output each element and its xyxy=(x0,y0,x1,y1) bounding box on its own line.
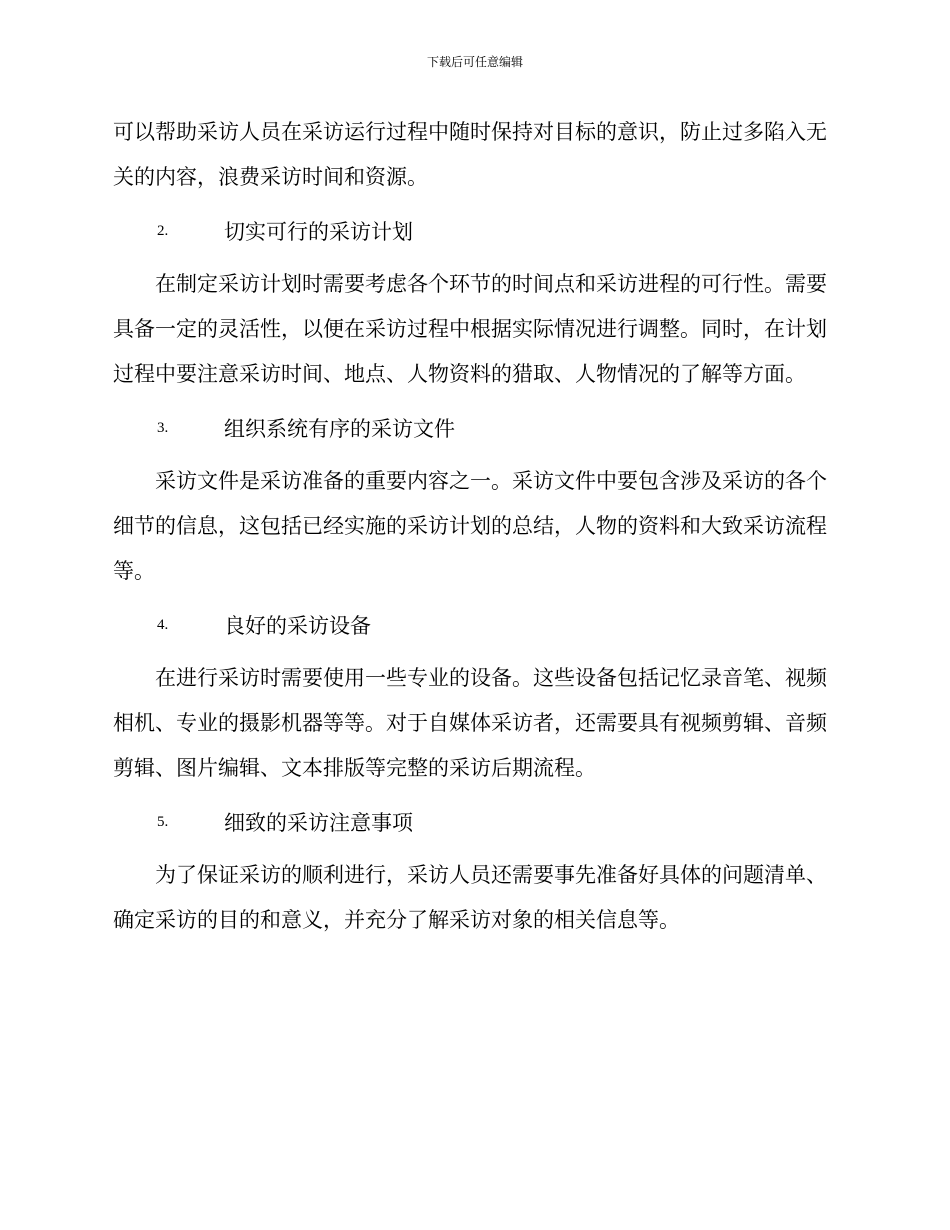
section-body-5: 为了保证采访的顺利进行，采访人员还需要事先准备好具体的问题清单、确定采访的目的和意义，并充分了解采访对象的相关信息等。 xyxy=(113,863,827,932)
section-title: 良好的采访设备 xyxy=(224,614,371,638)
document-body xyxy=(113,110,833,943)
section-number: 4. xyxy=(157,616,169,633)
section-number: 3. xyxy=(157,419,169,436)
section-title: 切实可行的采访计划 xyxy=(224,220,413,244)
section-heading-2 xyxy=(113,203,833,259)
section-body-4: 在进行采访时需要使用一些专业的设备。这些设备包括记忆录音笔、视频相机、专业的摄影机器等等。对于自媒体采访者，还需要具有视频剪辑、音频剪辑、图片编辑、文本排版等完整的采访后期流程。 xyxy=(113,666,827,780)
section-title: 细致的采访注意事项 xyxy=(224,811,413,835)
section-heading-4 xyxy=(113,597,833,653)
page-header: 下载后可任意编辑 xyxy=(426,55,523,69)
section-title: 组织系统有序的采访文件 xyxy=(224,417,455,441)
section-number: 2. xyxy=(157,222,169,239)
section-body-3: 采访文件是采访准备的重要内容之一。采访文件中要包含涉及采访的各个细节的信息，这包括已经实施的采访计划的总结，人物的资料和大致采访流程等。 xyxy=(113,469,827,583)
section-number: 5. xyxy=(157,813,169,830)
section-heading-5 xyxy=(113,794,833,850)
section-heading-3 xyxy=(113,400,833,456)
section-body-2: 在制定采访计划时需要考虑各个环节的时间点和采访进程的可行性。需要具备一定的灵活性，以便在采访过程中根据实际情况进行调整。同时，在计划过程中要注意采访时间、地点、人物资料的猎取、人物情况的了解等方面。 xyxy=(113,272,827,386)
intro-paragraph: 可以帮助采访人员在采访运行过程中随时保持对目标的意识，防止过多陷入无关的内容，浪费采访时间和资源。 xyxy=(113,120,827,189)
